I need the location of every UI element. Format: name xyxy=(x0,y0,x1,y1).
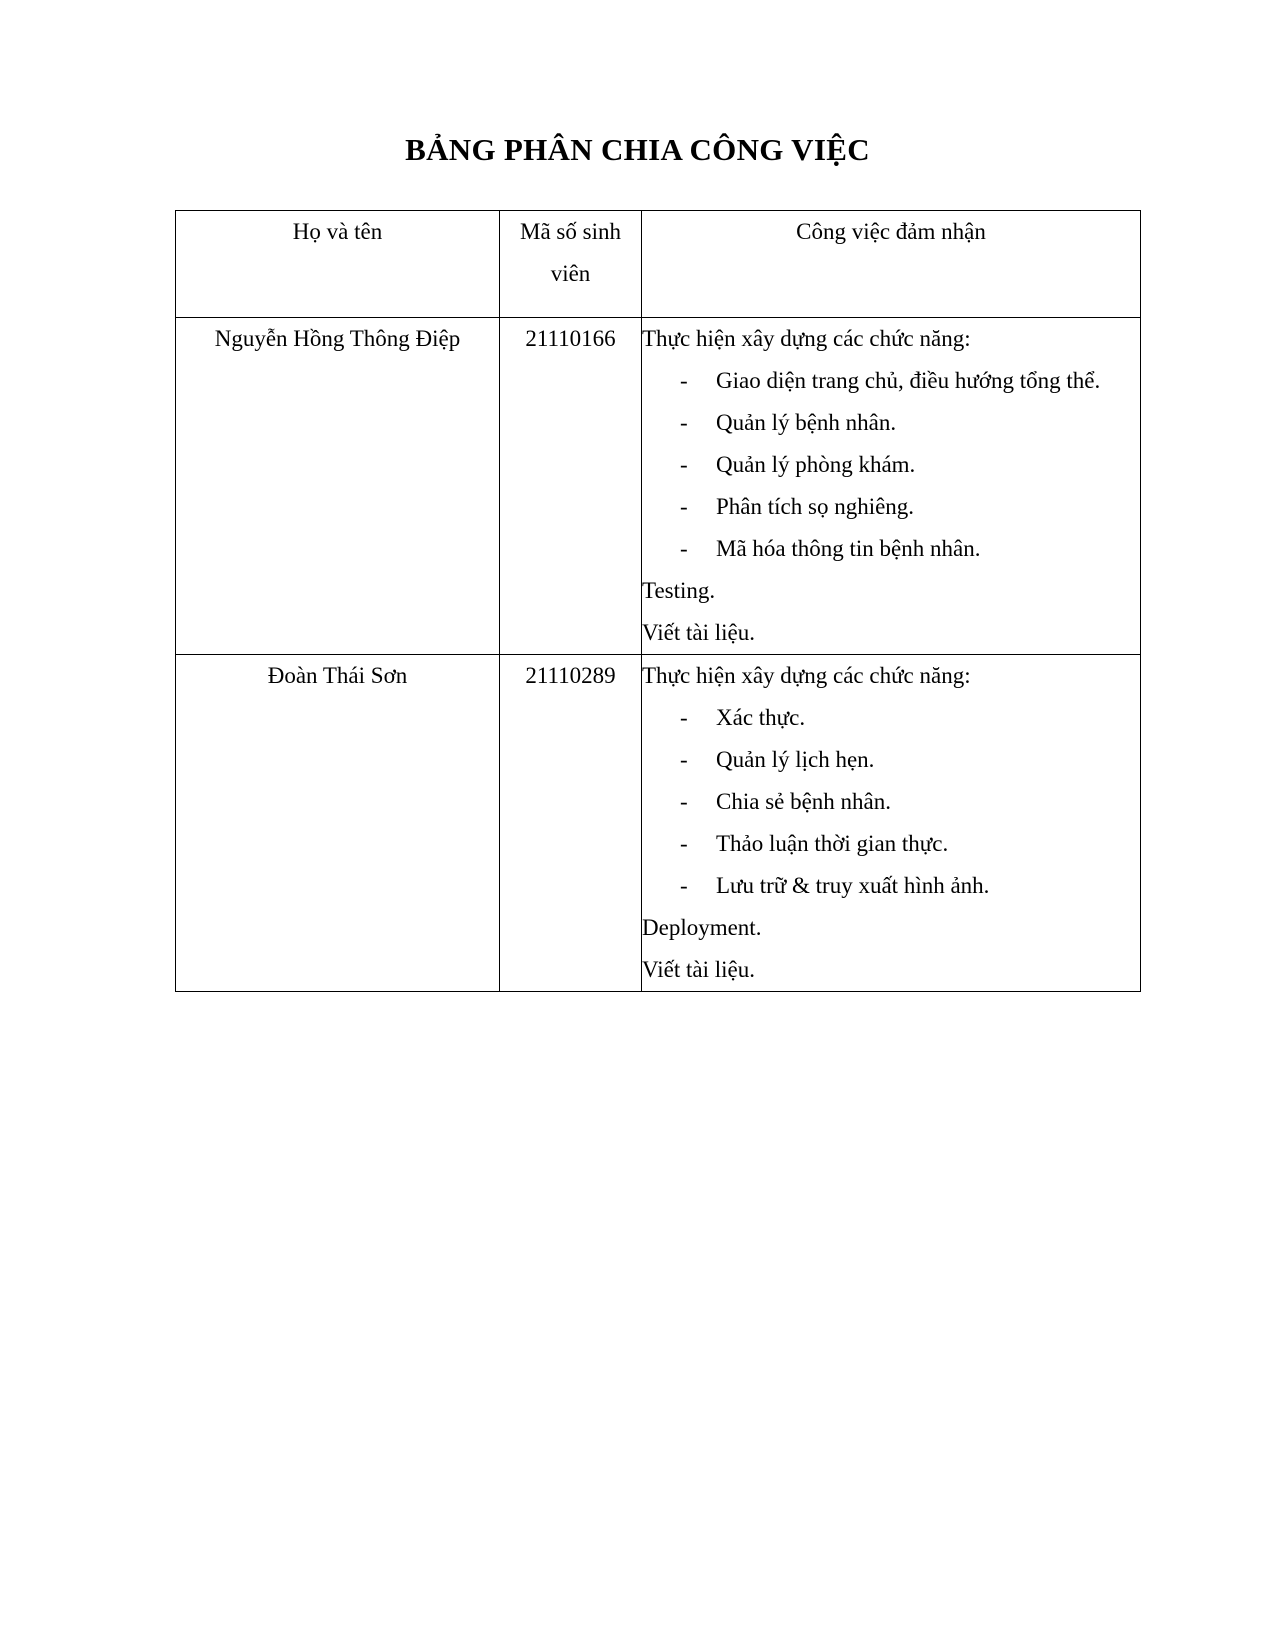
extra-task: Testing. xyxy=(642,578,716,603)
feature-text: Xác thực. xyxy=(716,705,806,730)
list-item xyxy=(642,444,1140,486)
tasks-intro: Thực hiện xây dựng các chức năng: xyxy=(642,326,971,351)
feature-text: Giao diện trang chủ, điều hướng tổng thể. xyxy=(716,368,1101,393)
feature-text: Quản lý lịch hẹn. xyxy=(716,747,875,772)
dash-bullet: - xyxy=(680,873,688,898)
header-tasks: Công việc đảm nhận xyxy=(642,211,1141,318)
feature-text: Lưu trữ & truy xuất hình ảnh. xyxy=(716,873,990,898)
list-item xyxy=(642,865,1140,907)
list-item xyxy=(642,528,1140,570)
member-tasks xyxy=(642,318,1141,655)
tasks-intro: Thực hiện xây dựng các chức năng: xyxy=(642,663,971,688)
extra-task: Deployment. xyxy=(642,915,762,940)
member-tasks xyxy=(642,655,1141,992)
dash-bullet: - xyxy=(680,705,688,730)
feature-text: Quản lý bệnh nhân. xyxy=(716,410,897,435)
table-row xyxy=(176,655,1141,992)
member-student-id: 21110289 xyxy=(500,655,642,992)
list-item xyxy=(642,486,1140,528)
extra-task: Viết tài liệu. xyxy=(642,620,755,645)
header-name: Họ và tên xyxy=(176,211,500,318)
list-item xyxy=(642,402,1140,444)
table-row xyxy=(176,318,1141,655)
feature-text: Thảo luận thời gian thực. xyxy=(716,831,949,856)
list-item xyxy=(642,823,1140,865)
member-name: Đoàn Thái Sơn xyxy=(176,655,500,992)
member-student-id: 21110166 xyxy=(500,318,642,655)
extra-task: Viết tài liệu. xyxy=(642,957,755,982)
feature-text: Phân tích sọ nghiêng. xyxy=(716,494,915,519)
dash-bullet: - xyxy=(680,410,688,435)
list-item xyxy=(642,697,1140,739)
dash-bullet: - xyxy=(680,368,688,393)
list-item xyxy=(642,360,1140,402)
dash-bullet: - xyxy=(680,831,688,856)
feature-list xyxy=(642,360,1140,570)
work-assignment-table xyxy=(175,210,1141,992)
feature-text: Chia sẻ bệnh nhân. xyxy=(716,789,892,814)
dash-bullet: - xyxy=(680,494,688,519)
member-name: Nguyễn Hồng Thông Điệp xyxy=(176,318,500,655)
dash-bullet: - xyxy=(680,536,688,561)
feature-text: Quản lý phòng khám. xyxy=(716,452,916,477)
header-student-id: Mã số sinh viên xyxy=(500,211,642,318)
page-title: BẢNG PHÂN CHIA CÔNG VIỆC xyxy=(405,132,870,167)
dash-bullet: - xyxy=(680,452,688,477)
table-header-row xyxy=(176,211,1141,318)
list-item xyxy=(642,739,1140,781)
dash-bullet: - xyxy=(680,789,688,814)
feature-text: Mã hóa thông tin bệnh nhân. xyxy=(716,536,981,561)
list-item xyxy=(642,781,1140,823)
feature-list xyxy=(642,697,1140,907)
dash-bullet: - xyxy=(680,747,688,772)
